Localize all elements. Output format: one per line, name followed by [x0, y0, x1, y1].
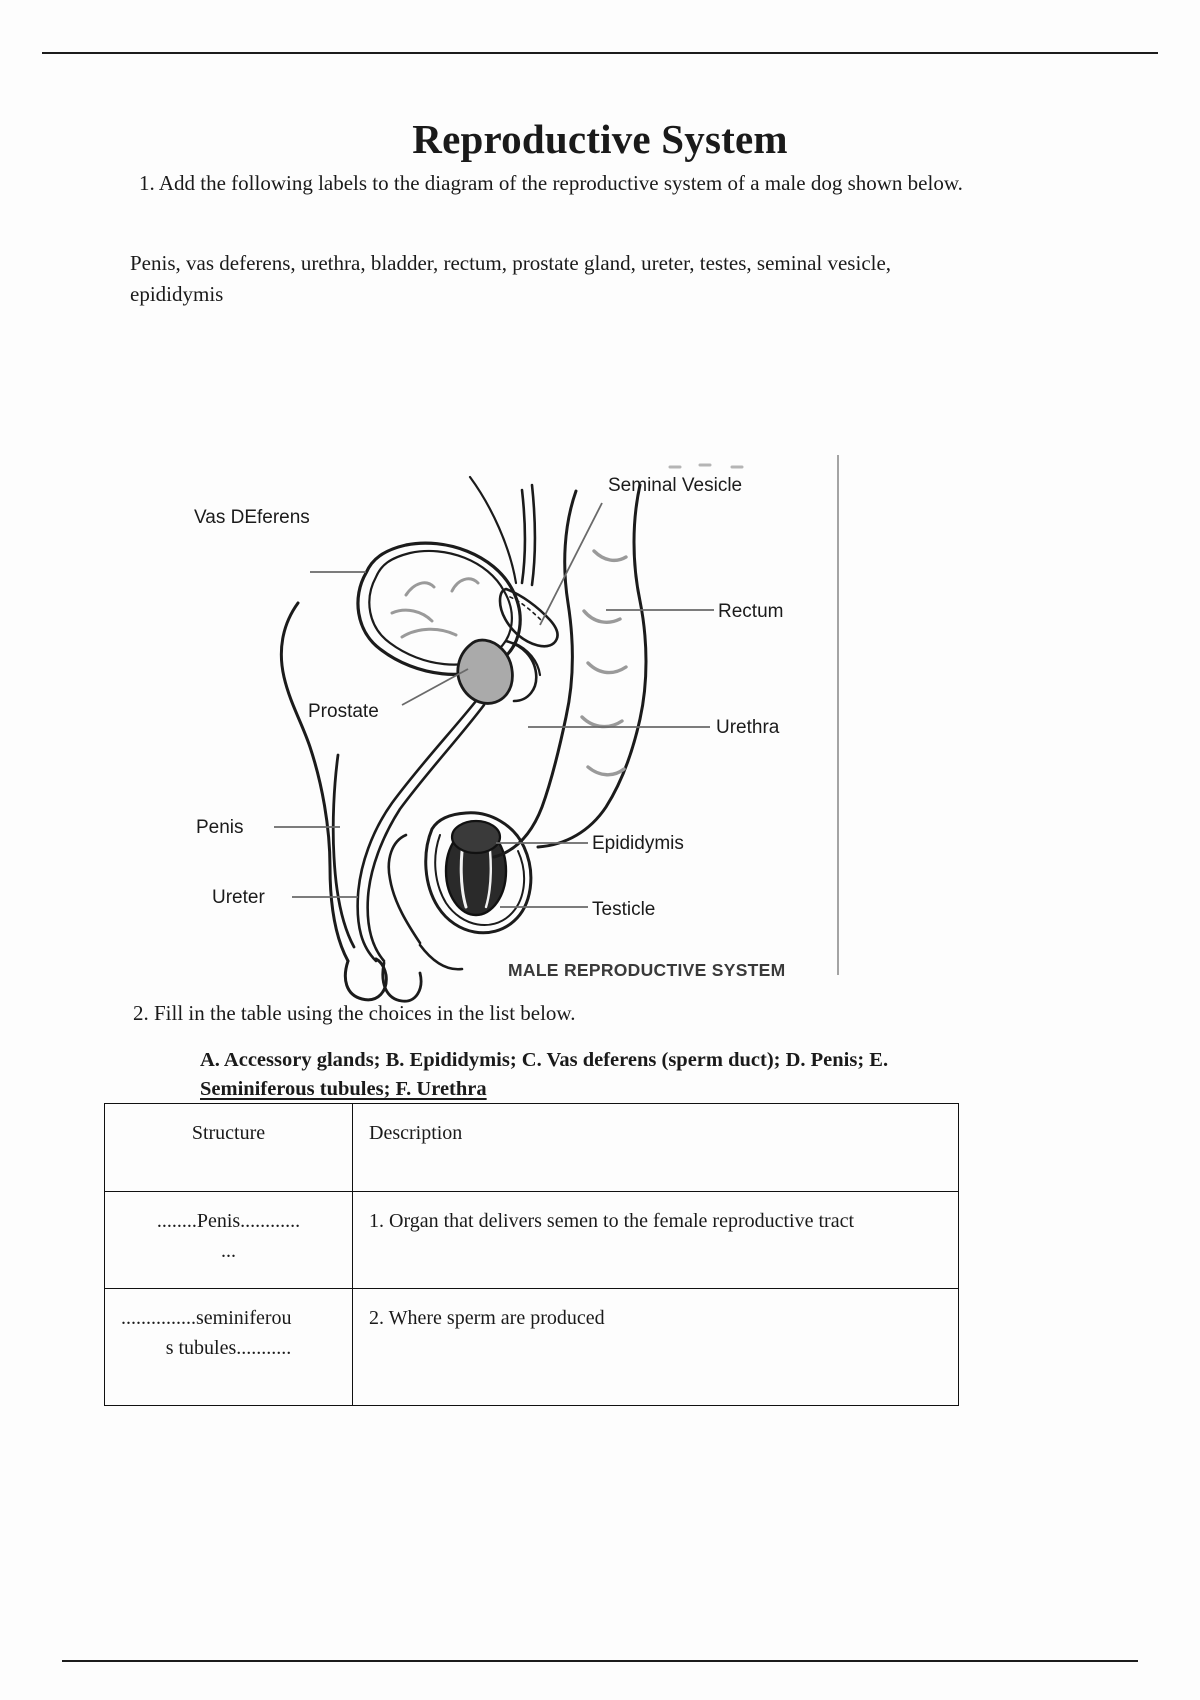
table-header-structure: Structure [105, 1104, 353, 1192]
table-cell-structure-2[interactable] [105, 1289, 353, 1406]
diagram-label-ureter: Ureter [212, 887, 265, 908]
diagram-label-epididymis: Epididymis [592, 833, 684, 854]
question-1-text: 1. Add the following labels to the diagram of the reproductive system of a male dog shown below. [139, 171, 963, 195]
diagram-label-testicle: Testicle [592, 899, 656, 920]
table-row [105, 1192, 959, 1289]
structure-answer-1-line-2: ... [221, 1240, 236, 1262]
diagram-label-urethra: Urethra [716, 717, 780, 738]
table-row [105, 1289, 959, 1406]
diagram-label-rectum: Rectum [718, 601, 784, 622]
structure-answer-2-line-1: ...............seminiferou [121, 1307, 292, 1329]
male-reproductive-system-diagram [170, 455, 850, 1015]
question-1-label-list: Penis, vas deferens, urethra, bladder, rectum, prostate gland, ureter, testes, seminal vesicle, epididymis [130, 251, 892, 306]
table-cell-description-1: 1. Organ that delivers semen to the female reproductive tract [353, 1192, 959, 1289]
diagram-label-vas-deferens: Vas DEferens [194, 507, 310, 528]
question-1-prompt [133, 168, 963, 199]
structure-answer-1-line-1: ........Penis............ [156, 1210, 301, 1232]
leader-seminal-vesicle [540, 503, 602, 625]
table-cell-description-2: 2. Where sperm are produced [353, 1289, 959, 1406]
structure-answer-2-line-2: s tubules........... [165, 1337, 292, 1359]
diagram-label-penis: Penis [196, 817, 244, 838]
structure-description-table [104, 1103, 959, 1406]
page-top-rule [42, 52, 1158, 54]
diagram-label-prostate: Prostate [308, 701, 379, 722]
table-header-description: Description [353, 1104, 959, 1192]
choices-line-2: Seminiferous tubules; F. Urethra [200, 1078, 487, 1100]
choices-line-1: A. Accessory glands; B. Epididymis; C. Vas deferens (sperm duct); D. Penis; E. [200, 1049, 889, 1071]
question-2-prompt: 2. Fill in the table using the choices in the list below. [133, 1001, 576, 1025]
page-bottom-rule [62, 1660, 1138, 1662]
question-2-choices [200, 1046, 960, 1104]
table-cell-structure-1[interactable] [105, 1192, 353, 1289]
table-header-row [105, 1104, 959, 1192]
diagram-label-seminal-vesicle: Seminal Vesicle [608, 475, 743, 496]
diagram-caption: MALE REPRODUCTIVE SYSTEM [508, 960, 786, 980]
page-title: Reproductive System [412, 116, 788, 163]
